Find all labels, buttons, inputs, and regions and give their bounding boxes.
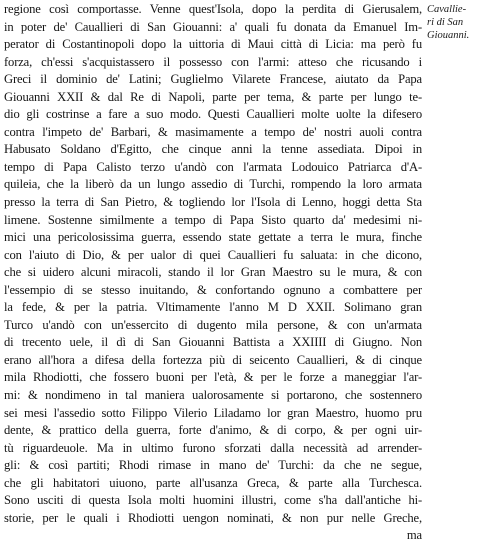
text-line: l'essempio di se stesso inuitando, & confortando ognuno a combattere per [4, 282, 422, 297]
text-line: mici una pericolosissima guerra, essendo state gettate a terra le mura, finche [4, 230, 422, 245]
text-line: tempo di Papa Calisto terzo u'andò con l'armata Lodouico Patriarca d'A- [4, 159, 422, 174]
text-line: Giouanni XXII & dal Re di Napoli, parte per tema, & parte per lungo te- [4, 89, 422, 104]
text-line: perator di Costantinopoli dopo la uittoria di Maui città di Licia: ma però fu [4, 37, 422, 52]
margin-note-line: ri di San [427, 17, 464, 28]
text-line: che si uidero alcuni miracoli, stando il lor Gran Maestro su le mura, & con [4, 265, 422, 280]
text-line: tù riguardeuole. Ma in ultimo furono sforzati dalla necessità ad arrender- [4, 440, 422, 455]
text-line: Greci il dominio de' Latini; Guglielmo Vilarete Francese, aiutato da Papa [4, 72, 422, 87]
text-line: mi: & nondimeno in tal maniera ualorosamente si portarono, che sostennero [4, 388, 422, 403]
body-text [4, 1, 422, 545]
text-line: Turco u'andò con un'essercito di dugento mila persone, & con un'armata [4, 317, 422, 332]
text-line: regione così comportasse. Venne quest'Isola, dopo la perdita di Gierusalem, [4, 2, 422, 16]
text-line: in poter de' Cauallieri di San Giouanni: a' quali fu donata da Emanuel Im- [4, 19, 422, 34]
text-line: forza, ch'essi s'acquistassero il possesso con l'armi: atteso che ricusando i [4, 54, 422, 69]
text-line: con l'aiuto di Dio, & per ualor di quei Cauallieri fu saluata: in che dicono, [4, 247, 422, 262]
text-line: di trecento uele, il dì di San Giouanni Battista a XXIIII di Giugno. Non [4, 335, 422, 350]
text-line: Habusato Soldano d'Egitto, che cinque anni la tenne assediata. Dipoi in [4, 142, 422, 157]
text-line: sei mesi l'assedio sotto Filippo Vilerio Liladamo lor gran Maestro, huomo pru [4, 405, 422, 420]
margin-note-line: Giouanni. [427, 30, 470, 41]
text-line: che gli habitatori uiuono, parte all'usanza Greca, & parte alla Turchesca. [4, 475, 422, 490]
text-line: quileia, che la liberò da un lungo assedio di Turchi, rompendo la loro armata [4, 177, 422, 192]
text-line: la fede, & per la patria. Vltimamente l'anno M D XXII. Solimano gran [4, 300, 422, 315]
text-line: presso la terra di San Pietro, & togliendo lor l'Isola di Lenno, hoggi detta Sta [4, 195, 422, 210]
text-line: limene. Sostenne similmente a tempo di Papa Sisto quarto da' medesimi ni- [4, 212, 422, 227]
text-line: mila Rhodiotti, che fossero buoni per l'età, & per le forze a maneggiar l'ar- [4, 370, 422, 385]
text-line: storie, per le quali i Rhodiotti uengon nominati, & non pur nelle Greche, [4, 510, 422, 525]
margin-note-line: Cavallie- [427, 4, 467, 15]
text-line: dio gli costrinse a fare a suo modo. Questi Cauallieri molte uolte la difesero [4, 107, 422, 122]
text-line: dente, & prattico della guerra, forte d'animo, & di corpo, & per ogni uir- [4, 423, 422, 438]
text-line: ma [406, 528, 422, 543]
text-line: gli: & così partiti; Rhodi rimase in mano de' Turchi: da che ne segue, [4, 458, 422, 473]
text-line: contra l'impeto de' Barbari, & masimamente a tempo de' nostri auoli contra [4, 124, 422, 139]
margin-note [427, 4, 477, 43]
text-line: erano all'hora a difesa della fortezza più di seicento Cauallieri, & di cinque [4, 352, 422, 367]
text-line: Sono usciti di questa Isola molti huomini illustri, come s'ha dall'antiche hi- [4, 493, 422, 508]
